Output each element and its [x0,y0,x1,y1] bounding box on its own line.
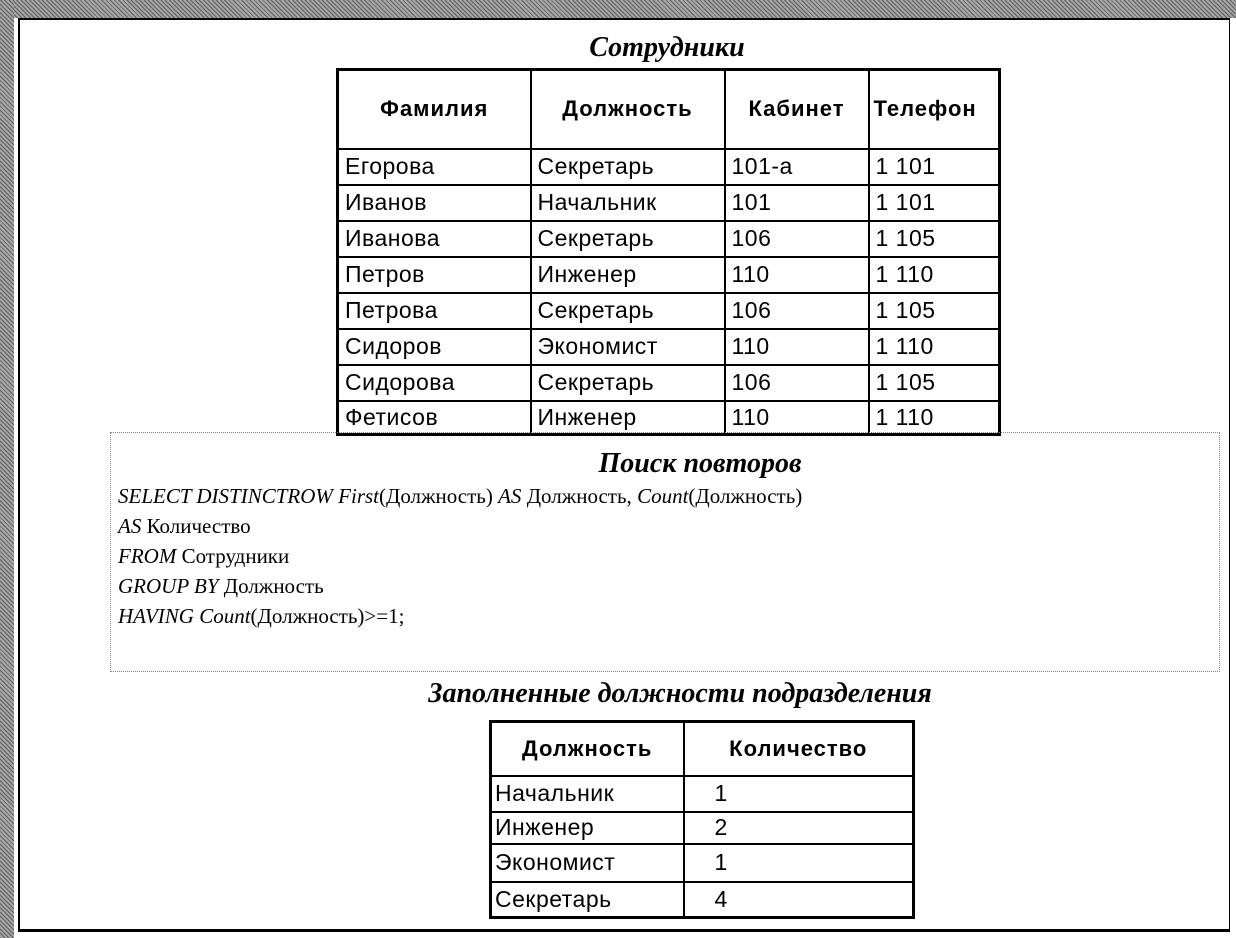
cell-kolichestvo: 4 [684,882,914,918]
cell-kabinet: 106 [725,221,869,257]
header-kolichestvo: Количество [684,722,914,776]
result-header-row [491,722,914,776]
employees-title: Сотрудники [589,32,745,63]
sql-text: Должность [218,574,324,598]
cell-familiya: Егорова [338,149,531,185]
table-row [338,257,1000,293]
table-row [338,329,1000,365]
table-row [338,221,1000,257]
cell-telefon: 1 105 [869,365,1000,401]
header-telefon: Телефон [869,70,1000,149]
table-row [491,844,914,882]
cell-kabinet: 106 [725,293,869,329]
cell-telefon: 1 101 [869,149,1000,185]
cell-telefon: 1 105 [869,293,1000,329]
sql-line [118,514,251,539]
cell-kabinet: 110 [725,329,869,365]
cell-dolzhnost: Экономист [491,844,684,882]
sql-text: Должность, [521,484,638,508]
cell-kabinet: 110 [725,257,869,293]
cell-dolzhnost: Секретарь [531,293,725,329]
cell-dolzhnost: Инженер [531,401,725,435]
table-row [338,401,1000,435]
result-title: Заполненные должности подразделения [428,678,932,709]
table-row [338,185,1000,221]
header-dolzhnost: Должность [491,722,684,776]
table-row [338,149,1000,185]
header-familiya: Фамилия [338,70,531,149]
cell-telefon: 1 110 [869,329,1000,365]
table-row [491,812,914,844]
cell-familiya: Сидорова [338,365,531,401]
cell-kolichestvo: 1 [684,844,914,882]
cell-kabinet: 106 [725,365,869,401]
sql-line [118,544,289,569]
cell-familiya: Иванова [338,221,531,257]
result-table [489,720,915,919]
sql-function: Count [637,484,689,508]
cell-kolichestvo: 1 [684,776,914,812]
cell-dolzhnost: Инженер [491,812,684,844]
cell-dolzhnost: Начальник [491,776,684,812]
sql-text: Сотрудники [176,544,290,568]
window-frame-top [0,0,1236,18]
sql-text: (Должность) [379,484,499,508]
sql-line [118,604,404,629]
cell-kabinet: 110 [725,401,869,435]
sql-text: (Должность) [688,484,803,508]
employees-table [336,68,1001,436]
cell-dolzhnost: Секретарь [531,365,725,401]
sql-keyword: FROM [118,544,177,568]
table-row [491,776,914,812]
sql-keyword: AS [498,484,522,508]
cell-dolzhnost: Секретарь [531,149,725,185]
employees-header-row [338,70,1000,149]
header-kabinet: Кабинет [725,70,869,149]
sql-keyword: SELECT DISTINCTROW [118,484,339,508]
cell-familiya: Сидоров [338,329,531,365]
sql-line [118,574,324,599]
cell-telefon: 1 110 [869,401,1000,435]
cell-dolzhnost: Секретарь [491,882,684,918]
sql-function: Count [199,604,251,628]
table-row [338,293,1000,329]
sql-keyword: HAVING [118,604,200,628]
cell-familiya: Иванов [338,185,531,221]
header-dolzhnost: Должность [531,70,725,149]
sql-function: First [338,484,379,508]
cell-kabinet: 101-а [725,149,869,185]
cell-familiya: Фетисов [338,401,531,435]
cell-telefon: 1 105 [869,221,1000,257]
cell-dolzhnost: Начальник [531,185,725,221]
cell-familiya: Петрова [338,293,531,329]
table-row [491,882,914,918]
table-row [338,365,1000,401]
cell-kolichestvo: 2 [684,812,914,844]
window-frame-left [0,0,14,938]
sql-text: (Должность)>=1; [250,604,405,628]
cell-dolzhnost: Экономист [531,329,725,365]
query-title: Поиск повторов [598,448,802,479]
sql-keyword: AS [118,514,142,538]
cell-kabinet: 101 [725,185,869,221]
cell-telefon: 1 101 [869,185,1000,221]
cell-dolzhnost: Секретарь [531,221,725,257]
sql-keyword: GROUP BY [118,574,219,598]
cell-dolzhnost: Инженер [531,257,725,293]
cell-telefon: 1 110 [869,257,1000,293]
sql-line [118,484,802,509]
cell-familiya: Петров [338,257,531,293]
sql-text: Количество [141,514,251,538]
